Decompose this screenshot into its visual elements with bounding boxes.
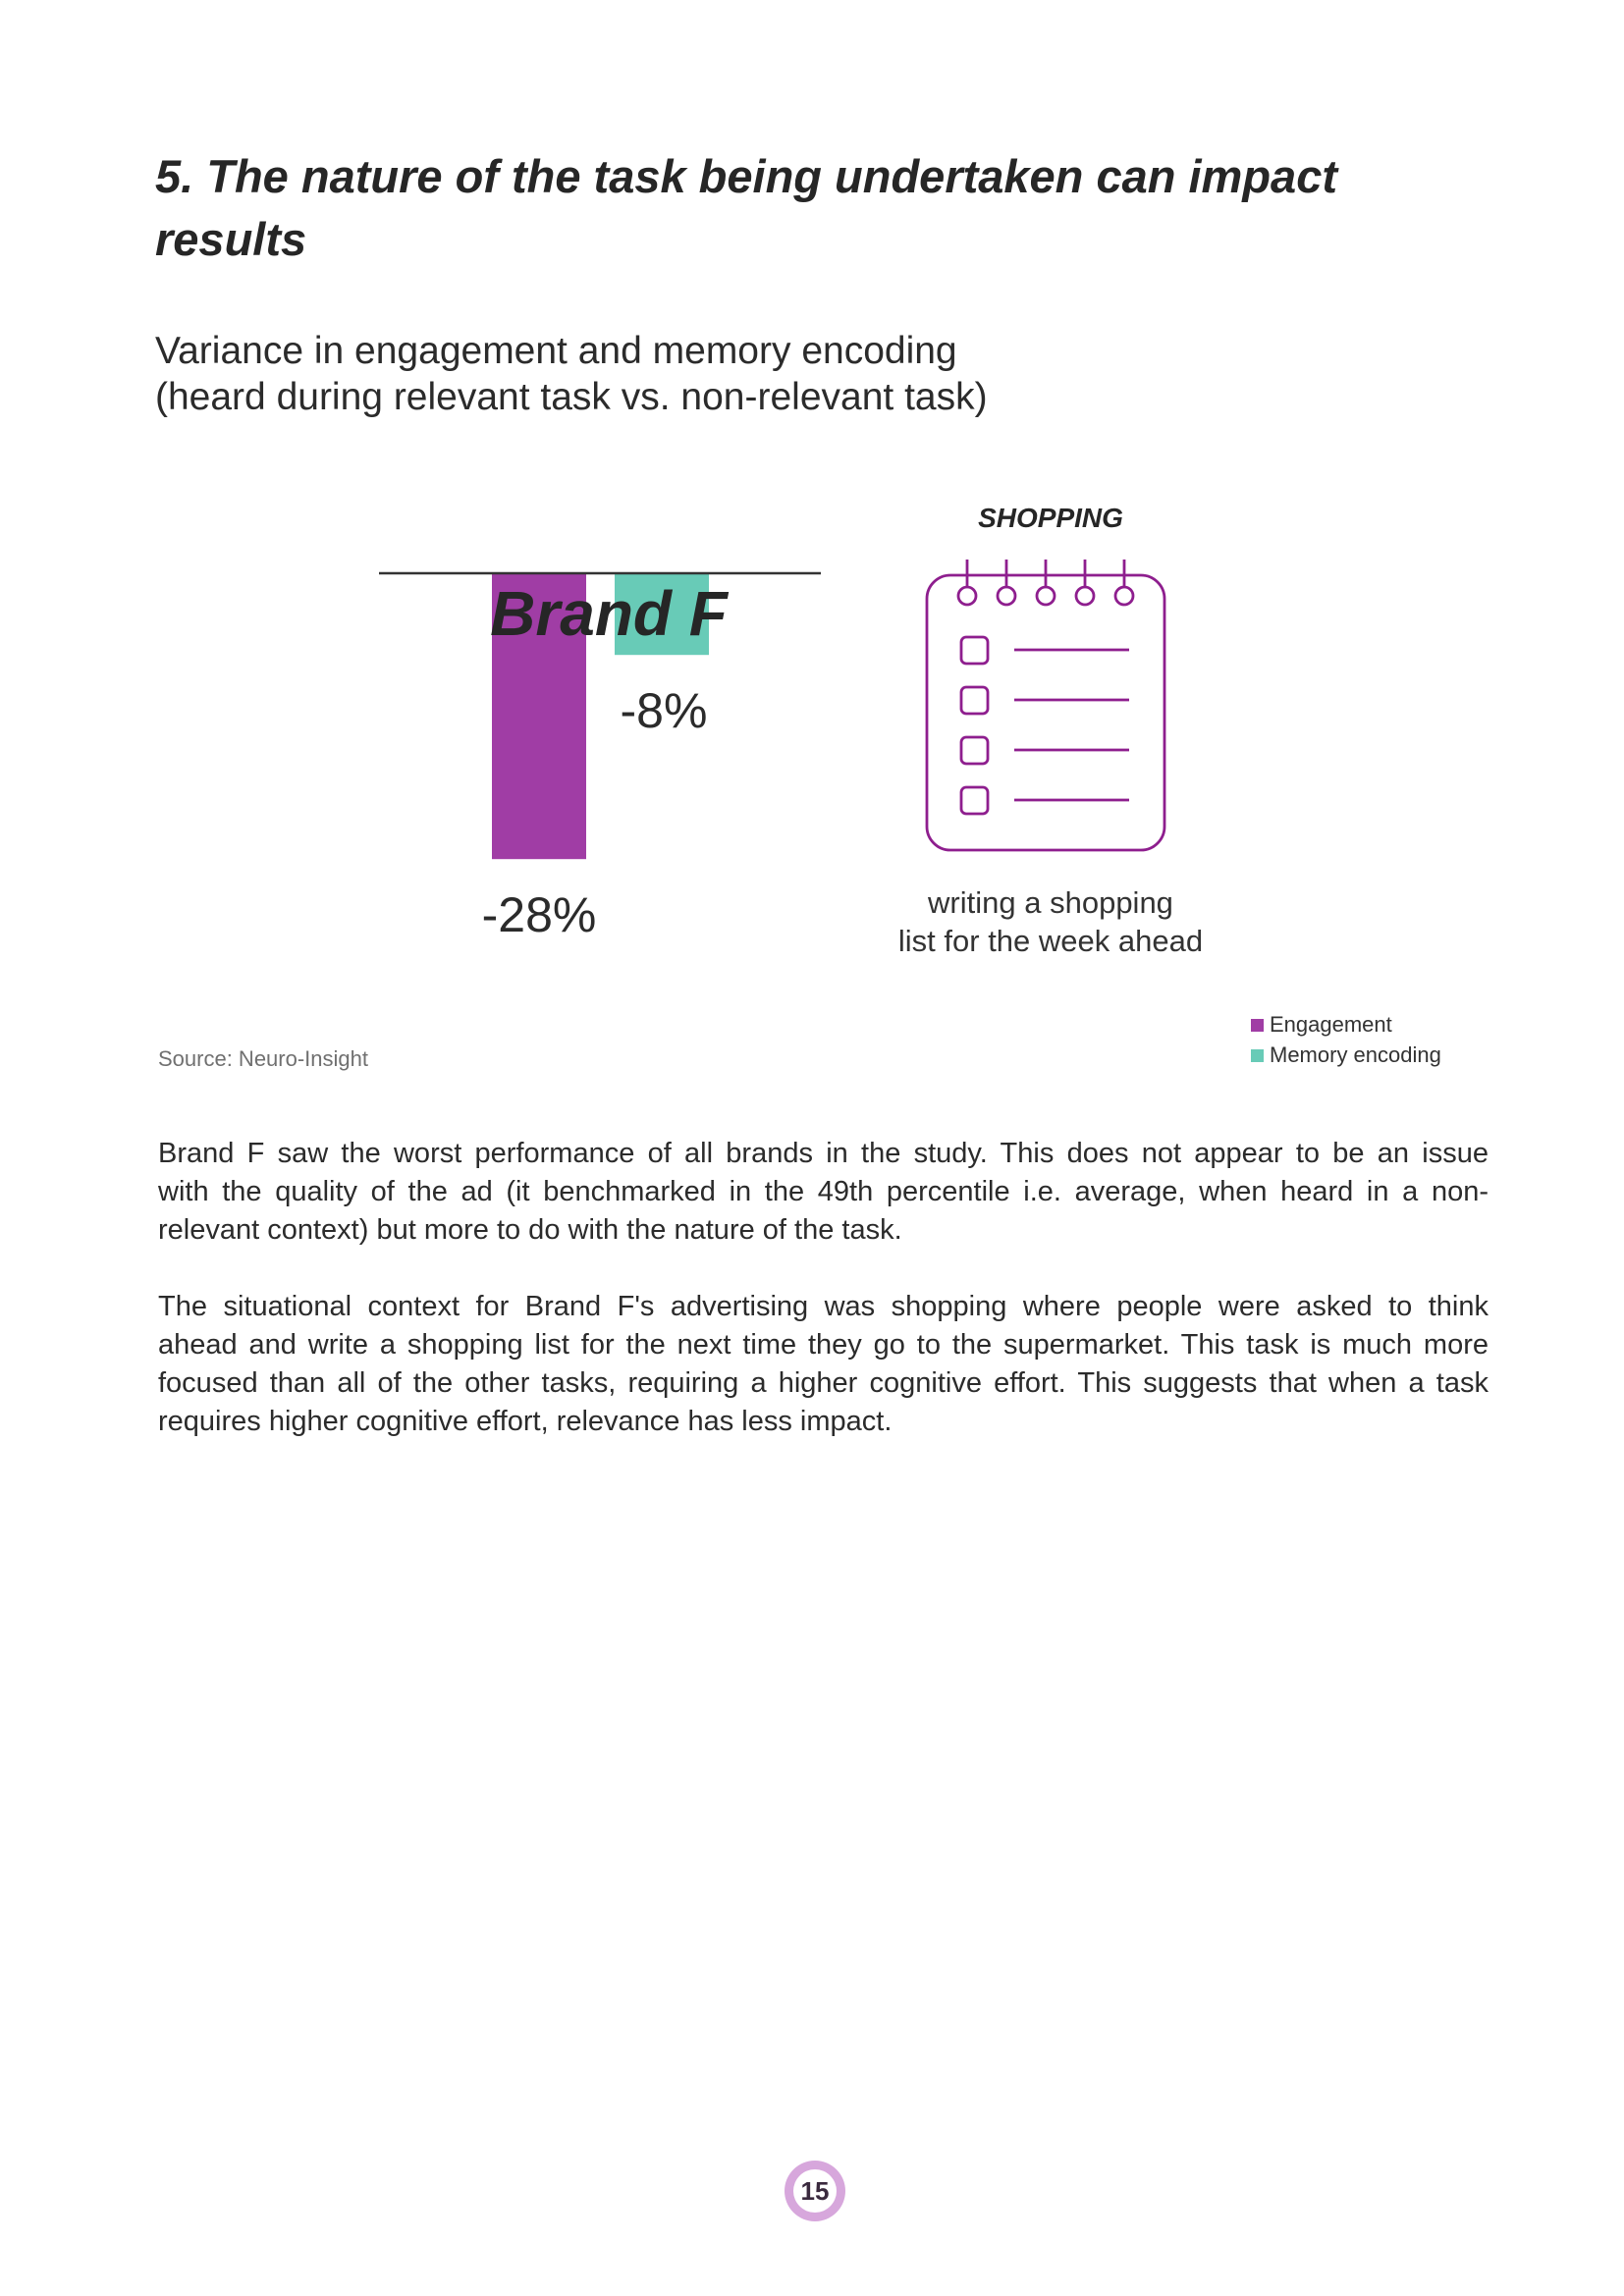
legend-item-engagement xyxy=(1251,1012,1392,1038)
paragraph-line: relevant context) but more to do with the nature of the task. xyxy=(158,1214,902,1246)
legend-label-memory-encoding: Memory encoding xyxy=(1270,1042,1441,1067)
shopping-list-notepad-icon xyxy=(921,558,1172,854)
paragraph-line: requires higher cognitive effort, relevance has less impact. xyxy=(158,1406,893,1437)
chart-subtitle: (heard during relevant task vs. non-relevant task) xyxy=(155,376,988,418)
heading-line-1: 5. The nature of the task being undertaken can impact xyxy=(155,150,1337,202)
paragraph-line: ahead and write a shopping list for the next time they go to the supermarket. This task is much more xyxy=(158,1329,1489,1361)
category-label: Brand F xyxy=(490,578,728,649)
paragraph-line: The situational context for Brand F's advertising was shopping where people were asked to think xyxy=(158,1291,1489,1322)
value-label-memory-encoding: -8% xyxy=(620,683,708,739)
paragraph-line: Brand F saw the worst performance of all brands in the study. This does not appear to be an issue xyxy=(158,1138,1489,1169)
section-heading xyxy=(155,145,1432,271)
heading-line-2: results xyxy=(155,213,307,265)
chart-title: Variance in engagement and memory encoding xyxy=(155,330,957,372)
body-paragraph-1 xyxy=(158,1135,1489,1250)
value-label-engagement: -28% xyxy=(481,887,597,943)
task-caption-line-2: list for the week ahead xyxy=(897,924,1204,958)
checklist-rows xyxy=(961,637,1129,814)
legend-swatch-engagement xyxy=(1251,1019,1264,1032)
legend-swatch-memory-encoding xyxy=(1251,1049,1264,1062)
notepad-rings xyxy=(958,560,1133,605)
page-number: 15 xyxy=(793,2169,837,2213)
source-note: Source: Neuro-Insight xyxy=(158,1046,368,1071)
page-number-badge xyxy=(785,2161,845,2221)
legend-label-engagement: Engagement xyxy=(1270,1012,1392,1037)
paragraph-line: with the quality of the ad (it benchmarked in the 49th percentile i.e. average, when heard in a non- xyxy=(158,1176,1489,1207)
bar-chart xyxy=(363,550,844,962)
legend-item-memory-encoding xyxy=(1251,1042,1441,1068)
task-label: SHOPPING xyxy=(978,503,1123,533)
task-caption-line-1: writing a shopping xyxy=(928,885,1173,920)
paragraph-line: focused than all of the other tasks, requiring a higher cognitive effort. This suggests that when a task xyxy=(158,1367,1489,1399)
body-paragraph-2 xyxy=(158,1288,1489,1441)
